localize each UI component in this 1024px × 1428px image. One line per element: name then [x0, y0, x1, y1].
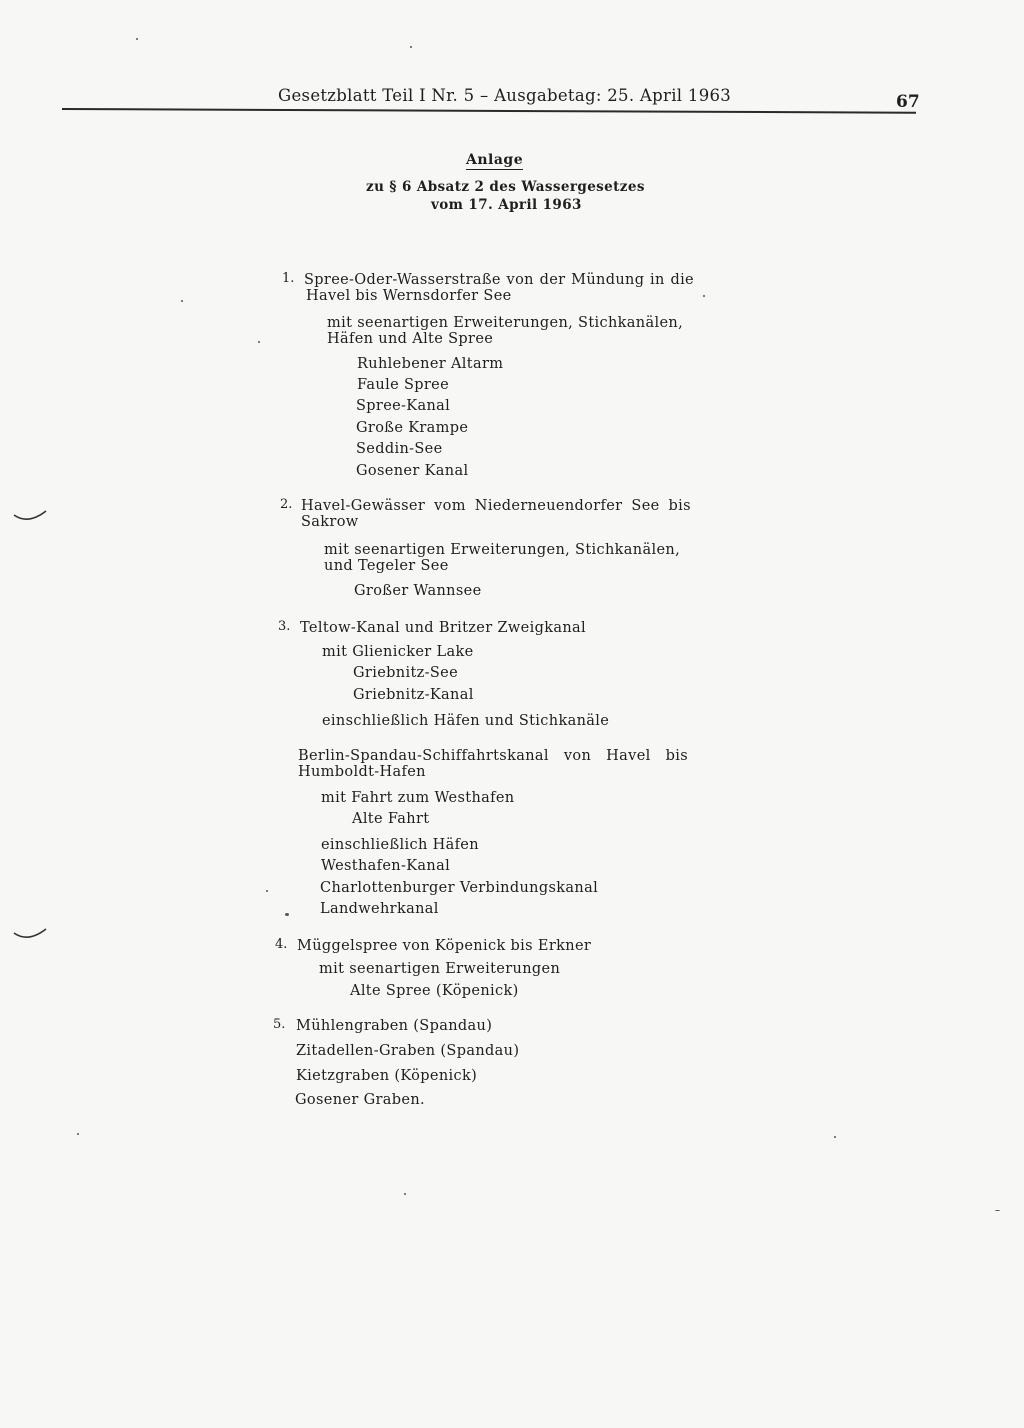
word: von: [506, 272, 534, 288]
section-4-sub-item: Alte Spree (Köpenick): [350, 983, 519, 999]
scan-speck: [834, 1136, 836, 1138]
section-2-sub-line1: mit seenartigen Erweiterungen, Stichkanälen,: [324, 542, 681, 558]
word: Berlin-Spandau-Schiffahrtskanal: [298, 748, 549, 764]
section-3b-sub-item: Alte Fahrt: [352, 811, 430, 827]
section-1-number: 1.: [282, 271, 295, 286]
section-3-item: Griebnitz-See: [353, 665, 459, 681]
scan-speck: [285, 913, 289, 916]
section-5-number: 5.: [273, 1017, 286, 1032]
section-1-line2: Havel bis Wernsdorfer See: [306, 288, 512, 304]
section-5-item: Zitadellen-Graben (Spandau): [296, 1043, 520, 1059]
section-2-sub-line2: und Tegeler See: [324, 558, 449, 574]
word: Havel-Gewässer: [301, 498, 426, 514]
section-1-item: Gosener Kanal: [356, 463, 469, 479]
section-3-number: 3.: [278, 619, 291, 634]
word: von: [563, 748, 592, 764]
annex-subtitle-line1: zu § 6 Absatz 2 des Wassergesetzes: [366, 179, 645, 195]
section-3b-item: Westhafen-Kanal: [321, 858, 451, 874]
header-title: Gesetzblatt Teil I Nr. 5 – Ausgabetag: 25. April 1963: [278, 86, 732, 105]
section-1-item: Spree-Kanal: [356, 398, 451, 414]
section-3-line1: Teltow-Kanal und Britzer Zweigkanal: [300, 620, 587, 636]
scan-speck: [258, 341, 260, 343]
word: bis: [668, 498, 691, 514]
section-3b-item: Landwehrkanal: [320, 901, 439, 917]
section-1-item: Große Krampe: [356, 420, 469, 436]
section-5-item: Gosener Graben.: [295, 1092, 426, 1108]
scan-speck: [995, 1210, 1000, 1211]
section-3-including: einschließlich Häfen und Stichkanäle: [322, 713, 610, 729]
word: bis: [665, 748, 688, 764]
section-4-line1: Müggelspree von Köpenick bis Erkner: [297, 938, 592, 954]
scan-speck: [136, 38, 138, 40]
scan-speck: [181, 300, 183, 302]
annex-subtitle-line2: vom 17. April 1963: [431, 197, 582, 213]
section-5-item: Kietzgraben (Köpenick): [296, 1068, 478, 1084]
section-1-sub-line1: mit seenartigen Erweiterungen, Stichkanälen,: [327, 315, 684, 331]
word: in: [650, 272, 665, 288]
section-2-item: Großer Wannsee: [354, 583, 482, 599]
section-3b-sub-line1: mit Fahrt zum Westhafen: [321, 790, 515, 806]
word: der: [539, 272, 566, 288]
scan-speck: [77, 1133, 79, 1135]
section-1-item: Ruhlebener Altarm: [357, 356, 504, 372]
section-1-line1: [304, 272, 694, 288]
section-3b-item: einschließlich Häfen: [321, 837, 479, 853]
section-3-sub-line1: mit Glienicker Lake: [322, 644, 474, 660]
section-2-line2: Sakrow: [301, 514, 359, 530]
scan-mark: [10, 925, 50, 945]
section-1-item: Seddin-See: [356, 441, 443, 457]
section-1-item: Faule Spree: [357, 377, 450, 393]
word: vom: [434, 498, 466, 514]
section-3-item: Griebnitz-Kanal: [353, 687, 474, 703]
word: Havel: [606, 748, 651, 764]
section-2-number: 2.: [280, 497, 293, 512]
scan-mark: [10, 505, 50, 525]
word: See: [631, 498, 660, 514]
word: die: [670, 272, 694, 288]
annex-title: Anlage: [466, 152, 524, 168]
section-3b-item: Charlottenburger Verbindungskanal: [320, 880, 599, 896]
section-1-sub-line2: Häfen und Alte Spree: [327, 331, 494, 347]
header-rule: [62, 108, 916, 114]
scan-speck: [410, 46, 412, 48]
section-4-number: 4.: [275, 937, 288, 952]
section-5-line1: Mühlengraben (Spandau): [296, 1018, 493, 1034]
section-4-sub-line1: mit seenartigen Erweiterungen: [319, 961, 561, 977]
page-number: 67: [896, 92, 920, 112]
word: Niederneuendorfer: [474, 498, 623, 514]
section-3b-line2: Humboldt-Hafen: [298, 764, 426, 780]
section-2-line1: [301, 498, 691, 514]
section-3b-line1: [298, 748, 688, 764]
word: Mündung: [571, 272, 645, 288]
scan-speck: [266, 890, 268, 892]
word: Spree-Oder-Wasserstraße: [304, 272, 501, 288]
scan-speck: [703, 295, 705, 297]
scan-speck: [404, 1193, 406, 1195]
